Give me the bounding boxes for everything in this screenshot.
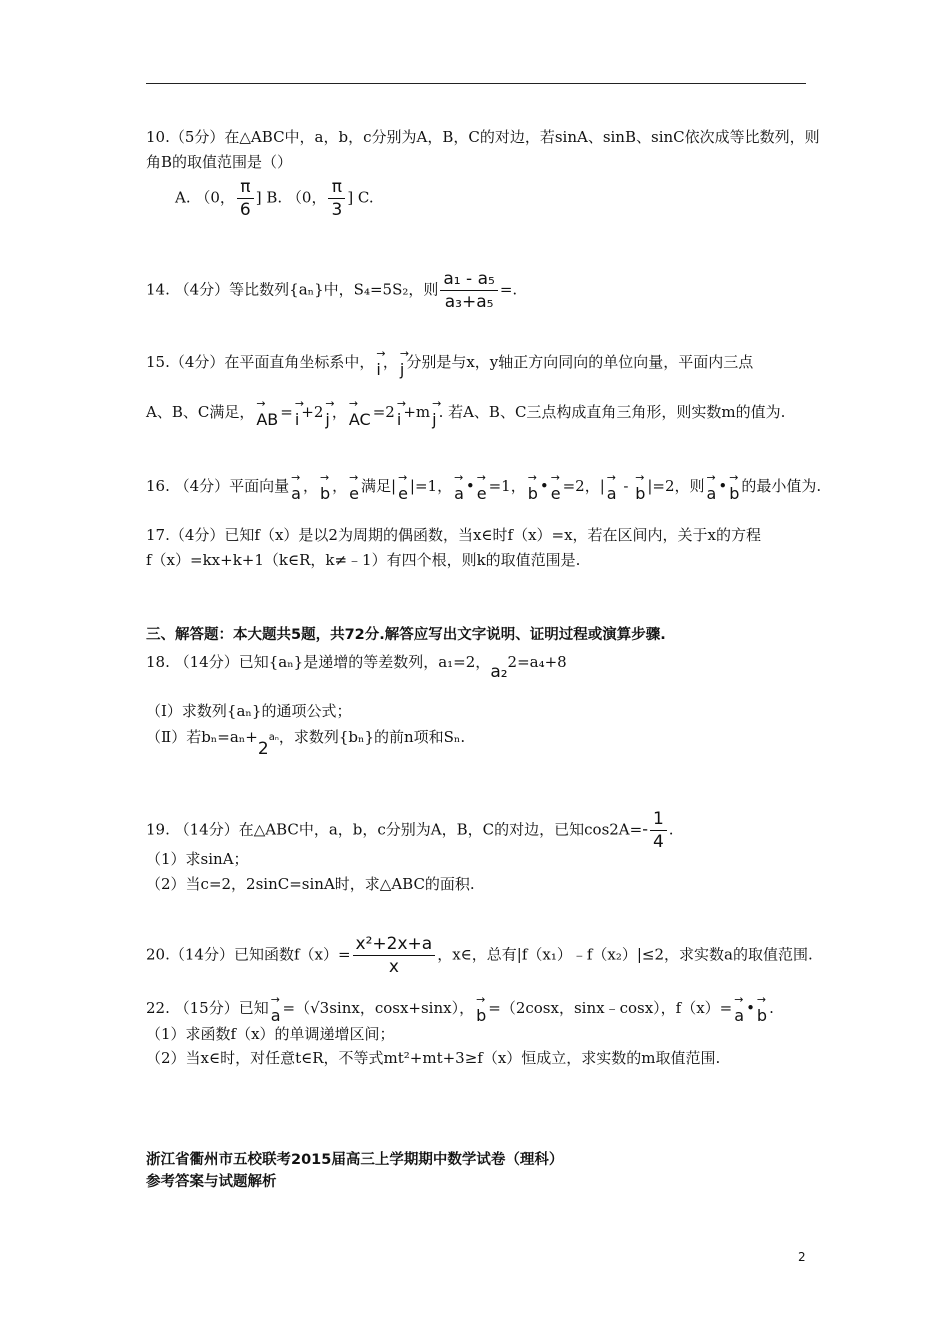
q15-text-a: 15.（4分）在平面直角坐标系中，: [146, 353, 375, 371]
vector-ab: → AB: [256, 404, 278, 430]
q14: [146, 268, 517, 313]
vector-i-3: → i: [397, 404, 401, 430]
q10-frac-b-den: 3: [331, 200, 343, 220]
q22-prefix: 22. （15分）已知: [146, 999, 269, 1017]
q20-prefix: 20.（14分）已知函数f（x）=: [146, 945, 351, 964]
vector-b-3: → b: [635, 478, 645, 504]
q19-part1: （1）求sinA；: [146, 850, 249, 868]
q20-fraction: [353, 933, 436, 978]
q10-opt-b-suffix: ] C.: [347, 188, 374, 207]
q20: [146, 933, 813, 978]
q16-t4: =2，|: [562, 477, 605, 495]
q10-line1: 10.（5分）在△ABC中，a，b，c分别为A，B，C的对边，若sinA、sinB、sinC依次成等比数列，则: [146, 128, 820, 146]
q15-eq1: =: [280, 403, 293, 421]
vector-e: → e: [349, 478, 359, 504]
q16-t1: 满足|: [361, 477, 397, 495]
q14-suffix: =.: [499, 280, 518, 299]
q22-line1: [146, 998, 774, 1026]
answer-title: 浙江省衢州市五校联考2015届高三上学期期中数学试卷（理科）: [146, 1152, 564, 1168]
q18-line1: [146, 652, 567, 682]
answer-subtitle: 参考答案与试题解析: [146, 1174, 277, 1190]
q15-text-d: . 若A、B、C三点构成直角三角形，则实数m的值为.: [438, 403, 786, 421]
q10-line2: 角B的取值范围是（）: [146, 153, 293, 171]
vector-e-4: → e: [551, 478, 561, 504]
vector-b-2: → b: [528, 478, 538, 504]
q15-line2: [146, 402, 785, 430]
q16-t2: |=1，: [409, 477, 453, 495]
q15-comma: ，: [331, 403, 347, 421]
vector-i-2: → i: [295, 404, 299, 430]
vector-j-2: → j: [325, 404, 329, 430]
q19-text: 19. （14分）在△ABC中，a，b，c分别为A，B，C的对边，已知cos2A=: [146, 820, 643, 839]
header-rule: [146, 83, 806, 84]
q19-dot: .: [668, 820, 674, 839]
q19-fraction: [650, 808, 667, 853]
q16-t5: |=2，则: [647, 477, 705, 495]
vector-j-3: → j: [432, 404, 436, 430]
q16-t6: 的最小值为.: [741, 477, 822, 495]
q15-text-c: A、B、C满足，: [146, 403, 255, 421]
q15-sep: ，: [382, 353, 398, 371]
q10-frac-b: [328, 176, 345, 221]
vector-ac: → AC: [349, 404, 371, 430]
vector-a-q22-2: → a: [734, 1000, 744, 1026]
q22-part1: （1）求函数f（x）的单调递增区间；: [146, 1025, 395, 1043]
vector-a-2: → a: [454, 478, 464, 504]
q16-t3: =1，: [488, 477, 526, 495]
q18-part2-b: ，求数列{bₙ}的前n项和Sₙ.: [278, 728, 466, 746]
q19-minus: -: [642, 819, 648, 840]
q22-t4: .: [769, 999, 774, 1017]
q20-den: x: [388, 957, 399, 977]
q10-opt-a-prefix: A. （0，: [175, 188, 235, 207]
q14-prefix: 14. （4分）等比数列{aₙ}中，S₄=5S₂，则: [146, 280, 439, 299]
q10-frac-b-num: π: [328, 176, 345, 199]
q17-line1: 17.（4分）已知f（x）是以2为周期的偶函数，当x∈时f（x）=x，若在区间内，关于x的方程: [146, 526, 762, 544]
vector-e-2: → e: [398, 478, 408, 504]
q10-options: [175, 176, 374, 221]
q22-t2: =（2cosx，sinx﹣cosx），f（x）=: [488, 999, 733, 1017]
q16-dot2: •: [539, 477, 549, 495]
q18-exp-an: aₙ: [268, 732, 279, 743]
q19-part2: （2）当c=2，2sinC=sinA时，求△ABC的面积.: [146, 875, 475, 893]
q20-num: x²+2x+a: [353, 933, 436, 956]
vector-i: → i: [376, 354, 380, 380]
q22-part2: （2）当x∈时，对任意t∈R，不等式mt²+mt+3≥f（x）恒成立，求实数的m取值范围.: [146, 1049, 721, 1067]
q10-frac-a: [237, 176, 254, 221]
q18-a2: a₂: [490, 662, 508, 682]
vector-b-4: → b: [729, 478, 739, 504]
vector-b-q22-2: → b: [757, 1000, 767, 1026]
vector-e-3: → e: [477, 478, 487, 504]
q17-line2: f（x）=kx+k+1（k∈R，k≠﹣1）有四个根，则k的取值范围是.: [146, 551, 581, 569]
q14-den: a₃+a₅: [444, 292, 494, 312]
vector-a-q22: → a: [271, 1000, 281, 1026]
vector-j: → j: [400, 354, 404, 380]
section-heading: 三、解答题：本大题共5题，共72分.解答应写出文字说明、证明过程或演算步骤.: [146, 627, 666, 643]
q18-part2: [146, 727, 465, 759]
q22-t1: =（√3sinx，cosx+sinx），: [282, 999, 475, 1017]
q15-text-b: 分别是与x，y轴正方向同向的单位向量，平面内三点: [406, 353, 754, 371]
q15-eq2: =2: [372, 403, 395, 421]
q16-prefix: 16. （4分）平面向量: [146, 477, 290, 495]
q10-frac-a-den: 6: [239, 200, 251, 220]
q16-sep1: ，: [302, 477, 318, 495]
q18-two: 2: [257, 739, 269, 759]
q16: [146, 476, 821, 504]
q10-opt-a-suffix: ] B. （0，: [255, 188, 327, 207]
q15-plusm: +m: [403, 403, 431, 421]
q10-frac-a-num: π: [237, 176, 254, 199]
q18-text-a: 18. （14分）已知{aₙ}是递增的等差数列，a₁=2，: [146, 653, 491, 671]
page-number: 2: [798, 1250, 806, 1264]
q16-dot1: •: [465, 477, 475, 495]
q15-line1: [146, 352, 753, 380]
q14-num: a₁ - a₅: [440, 268, 497, 291]
q16-dot3: •: [718, 477, 728, 495]
q16-sep2: ，: [332, 477, 348, 495]
vector-a-4: → a: [707, 478, 717, 504]
q20-suffix: ，x∈，总有|f（x₁）﹣f（x₂）|≤2，求实数a的取值范围.: [437, 945, 813, 964]
q18-part1: （Ⅰ）求数列{aₙ}的通项公式；: [146, 702, 352, 720]
q19-num: 1: [650, 808, 667, 831]
q18-text-b: 2=a₄+8: [507, 653, 567, 671]
q19-line1: [146, 808, 674, 853]
q14-fraction: [440, 268, 497, 313]
vector-a: → a: [291, 478, 301, 504]
vector-b-q22: → b: [476, 1000, 486, 1026]
q19-den: 4: [652, 832, 664, 852]
q22-t3: •: [746, 999, 755, 1017]
q15-plus2: +2: [301, 403, 324, 421]
vector-b: → b: [320, 478, 330, 504]
vector-a-3: → a: [607, 478, 617, 504]
q16-minus: -: [618, 477, 634, 495]
q18-part2-a: （Ⅱ）若bₙ=aₙ+: [146, 728, 258, 746]
